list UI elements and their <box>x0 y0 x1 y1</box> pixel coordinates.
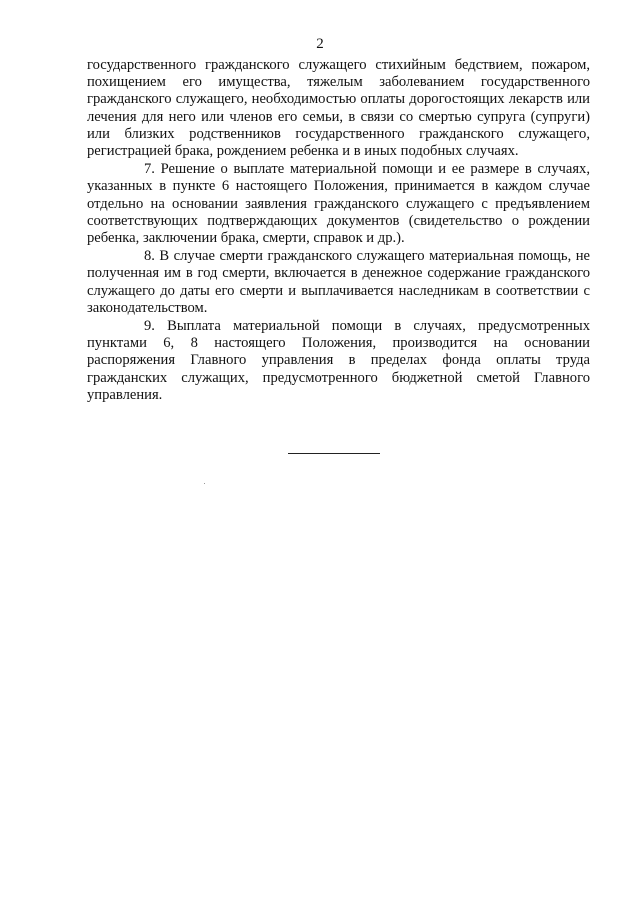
paragraph-continuation: государственного гражданского служащего стихийным бедствием, пожаром, похищением его имущества, тяжелым заболеванием государственного гражданского служащего, необходимостью оплаты дорогостоящих лекарств или лечения для него или членов его семьи, в связи со смертью супруга (супруги) или близких родственников государственного гражданского служащего, регистрацией брака, рождением ребенка и в иных подобных случаях. <box>87 57 590 160</box>
paragraph-item-7: 7. Решение о выплате материальной помощи и ее размере в случаях, указанных в пункте 6 настоящего Положения, принимается в каждом случае отдельно на основании заявления гражданского служащего с предъявлением соответствующих подтверждающих документов (свидетельство о рождении ребенка, заключении брака, смерти, справок и др.). <box>87 161 590 247</box>
paragraph-item-8: 8. В случае смерти гражданского служащего материальная помощь, не полученная им в год смерти, включается в денежное содержание гражданского служащего до даты его смерти и выплачивается наследникам в соответствии с законодательством. <box>87 248 590 316</box>
page-number: 2 <box>316 36 324 52</box>
document-body <box>87 57 590 404</box>
scan-speck <box>204 483 205 484</box>
paragraph-item-9: 9. Выплата материальной помощи в случаях, предусмотренных пунктами 6, 8 настоящего Положения, производится на основании распоряжения Главного управления в пределах фонда оплаты труда гражданских служащих, предусмотренного бюджетной сметой Главного управления. <box>87 318 590 403</box>
end-separator-line <box>288 453 380 454</box>
